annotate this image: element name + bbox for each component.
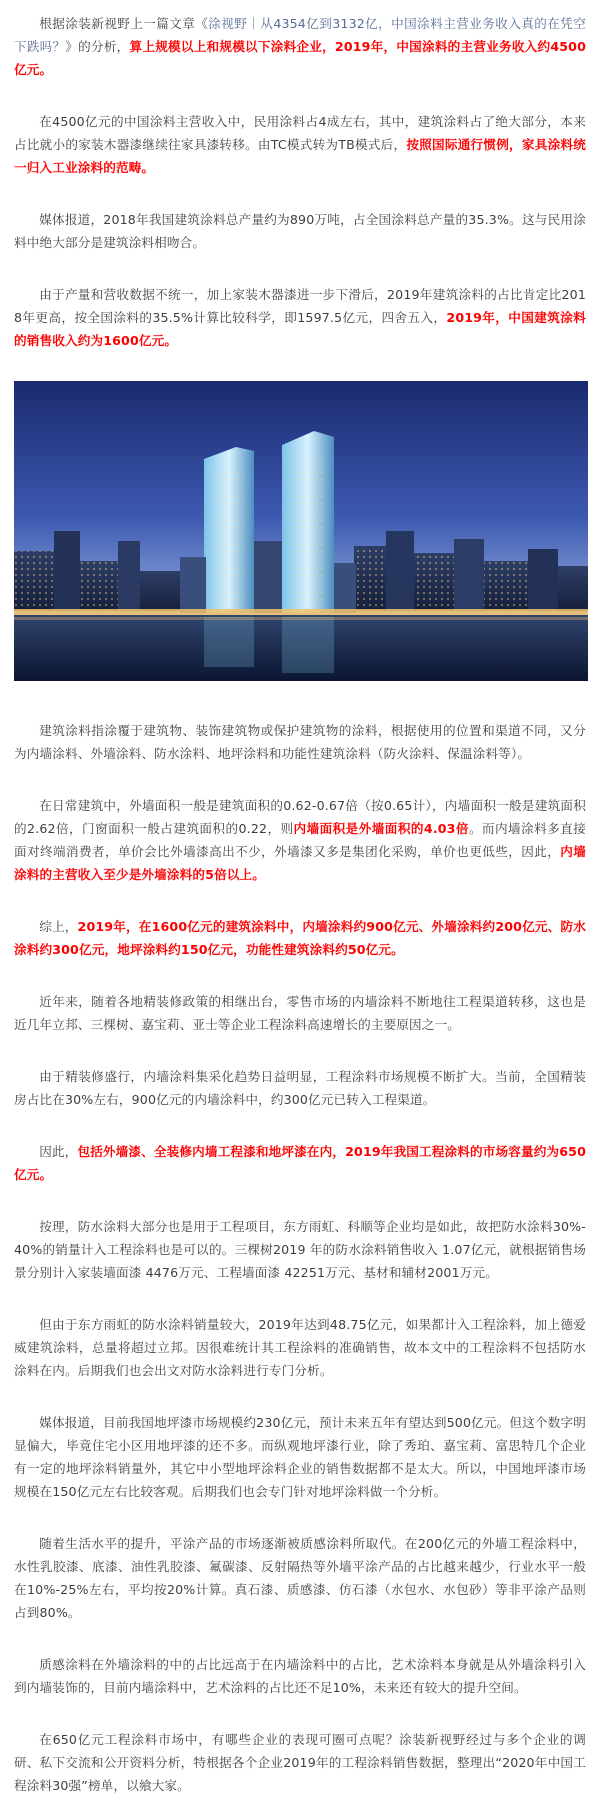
- paragraph-9: 由于精装修盛行，内墙涂料集采化趋势日益明显，工程涂料市场规模不断扩大。当前，全国精装房占比在30%左右，900亿元的内墙涂料中，约300亿元已转入工程渠道。: [14, 1069, 586, 1107]
- paragraph-12: 但由于东方雨虹的防水涂料销量较大，2019年达到48.75亿元，如果都计入工程涂料，加上德爱威建筑涂料，总量将超过立邦。因很难统计其工程涂料的准确销售，故本文中的工程涂料不包括防水涂料在内。后期我们也会出文对防水涂料进行专门分析。: [14, 1317, 586, 1378]
- paragraph-15: 质感涂料在外墙涂料的中的占比远高于在内墙涂料中的占比，艺术涂料本身就是从外墙涂料引入到内墙装饰的，目前内墙涂料中，艺术涂料的占比还不足10%，未来还有较大的提升空间。: [14, 1657, 586, 1695]
- paragraph-1: 根据涂装新视野上一篇文章《涂视野｜从4354亿到3132亿，中国涂料主营业务收入真的在凭空下跌吗？》的分析，算上规模以上和规模以下涂料企业，2019年，中国涂料的主营业务收入约4500亿元。: [14, 16, 586, 77]
- highlight-text: 内墙面积是外墙面积的4.03倍: [293, 821, 469, 836]
- related-article-link[interactable]: 涂视野｜从4354亿到3132亿，中国涂料主营业务收入真的在凭空下跌吗？: [14, 16, 586, 54]
- paragraph-2: 在4500亿元的中国涂料主营收入中，民用涂料占4成左右，其中，建筑涂料占了绝大部分，本来占比就小的家装木器漆继续往家具漆转移。由TC模式转为TB模式后，按照国际通行惯例，家具涂料统一归入工业涂料的范畴。: [14, 114, 586, 175]
- paragraph-8: 近年来，随着各地精装修政策的相继出台，零售市场的内墙涂料不断地往工程渠道转移，这也是近几年立邦、三棵树、嘉宝莉、亚士等企业工程涂料高速增长的主要原因之一。: [14, 994, 586, 1032]
- paragraph-5: 建筑涂料指涂覆于建筑物、装饰建筑物或保护建筑物的涂料，根据使用的位置和渠道不同，又分为内墙涂料、外墙涂料、防水涂料、地坪涂料和功能性建筑涂料（防火涂料、保温涂料等）。: [14, 723, 586, 761]
- highlight-text: 2019年，中国建筑涂料的销售收入约为1600亿元。: [14, 310, 586, 348]
- paragraph-10: 因此，包括外墙漆、全装修内墙工程漆和地坪漆在内，2019年我国工程涂料的市场容量约为650亿元。: [14, 1144, 587, 1182]
- highlight-text: 2019年，在1600亿元的建筑涂料中，内墙涂料约900亿元、外墙涂料约200亿元、防水涂料约300亿元，地坪涂料约150亿元，功能性建筑涂料约50亿元。: [14, 919, 586, 957]
- city-skyline-photo: [14, 381, 588, 681]
- paragraph-13: 媒体报道，目前我国地坪漆市场规模约230亿元，预计未来五年有望达到500亿元。但这个数字明显偏大，毕竟住宅小区用地坪漆的还不多。而纵观地坪漆行业，除了秀珀、嘉宝莉、富思特几个企业有一定的地坪涂料销量外，其它中小型地坪涂料企业的销售数据都不是太大。所以，中国地坪漆市场规模在150亿元左右比较客观。后期我们也会专门针对地坪涂料做一个分析。: [14, 1415, 586, 1499]
- paragraph-4: 由于产量和营收数据不统一，加上家装木器漆进一步下滑后，2019年建筑涂料的占比肯定比2018年更高，按全国涂料的35.5%计算比较科学，即1597.5亿元，四舍五入，2019年，中国建筑涂料的销售收入约为1600亿元。: [14, 287, 586, 348]
- paragraph-16: 在650亿元工程涂料市场中，有哪些企业的表现可圈可点呢？涂装新视野经过与多个企业的调研、私下交流和公开资料分析，特根据各个企业2019年的工程涂料销售数据，整理出“2020年中国工程涂料30强”榜单，以飨大家。: [14, 1732, 586, 1793]
- paragraph-11: 按理，防水涂料大部分也是用于工程项目，东方雨虹、科顺等企业均是如此，故把防水涂料30%-40%的销量计入工程涂料也是可以的。三棵树2019 年的防水涂料销售收入 1.07亿元，就根据销售场景分别计入家装墙面漆 4476万元、工程墙面漆 42251万元、基材和辅材2001万元。: [14, 1219, 586, 1280]
- paragraph-14: 随着生活水平的提升，平涂产品的市场逐渐被质感涂料所取代。在200亿元的外墙工程涂料中，水性乳胶漆、底漆、油性乳胶漆、氟碳漆、反射隔热等外墙平涂产品的占比越来越少，行业水平一般在10%-25%左右，平均按20%计算。真石漆、质感漆、仿石漆（水包水、水包砂）等非平涂产品则占到80%。: [14, 1536, 586, 1620]
- highlight-text: 算上规模以上和规模以下涂料企业，2019年，中国涂料的主营业务收入约4500亿元。: [14, 39, 586, 77]
- highlight-text: 包括外墙漆、全装修内墙工程漆和地坪漆在内，2019年我国工程涂料的市场容量约为650亿元。: [14, 1144, 587, 1182]
- paragraph-6: 在日常建筑中，外墙面积一般是建筑面积的0.62-0.67倍（按0.65计），内墙面积一般是建筑面积的2.62倍，门窗面积一般占建筑面积的0.22，则内墙面积是外墙面积的4.03倍。而内墙涂料多直接面对终端消费者，单价会比外墙漆高出不少，外墙漆又多是集团化采购，单价也更低些，因此，内墙涂料的主营收入至少是外墙涂料的5倍以上。: [14, 798, 586, 882]
- highlight-text: 按照国际通行惯例，家具涂料统一归入工业涂料的范畴。: [14, 137, 586, 175]
- highlight-text: 内墙涂料的主营收入至少是外墙涂料的5倍以上。: [14, 844, 586, 882]
- paragraph-3: 媒体报道，2018年我国建筑涂料总产量约为890万吨，占全国涂料总产量的35.3%。这与民用涂料中绝大部分是建筑涂料相吻合。: [14, 212, 586, 250]
- paragraph-7: 综上，2019年，在1600亿元的建筑涂料中，内墙涂料约900亿元、外墙涂料约200亿元、防水涂料约300亿元，地坪涂料约150亿元，功能性建筑涂料约50亿元。: [14, 919, 586, 957]
